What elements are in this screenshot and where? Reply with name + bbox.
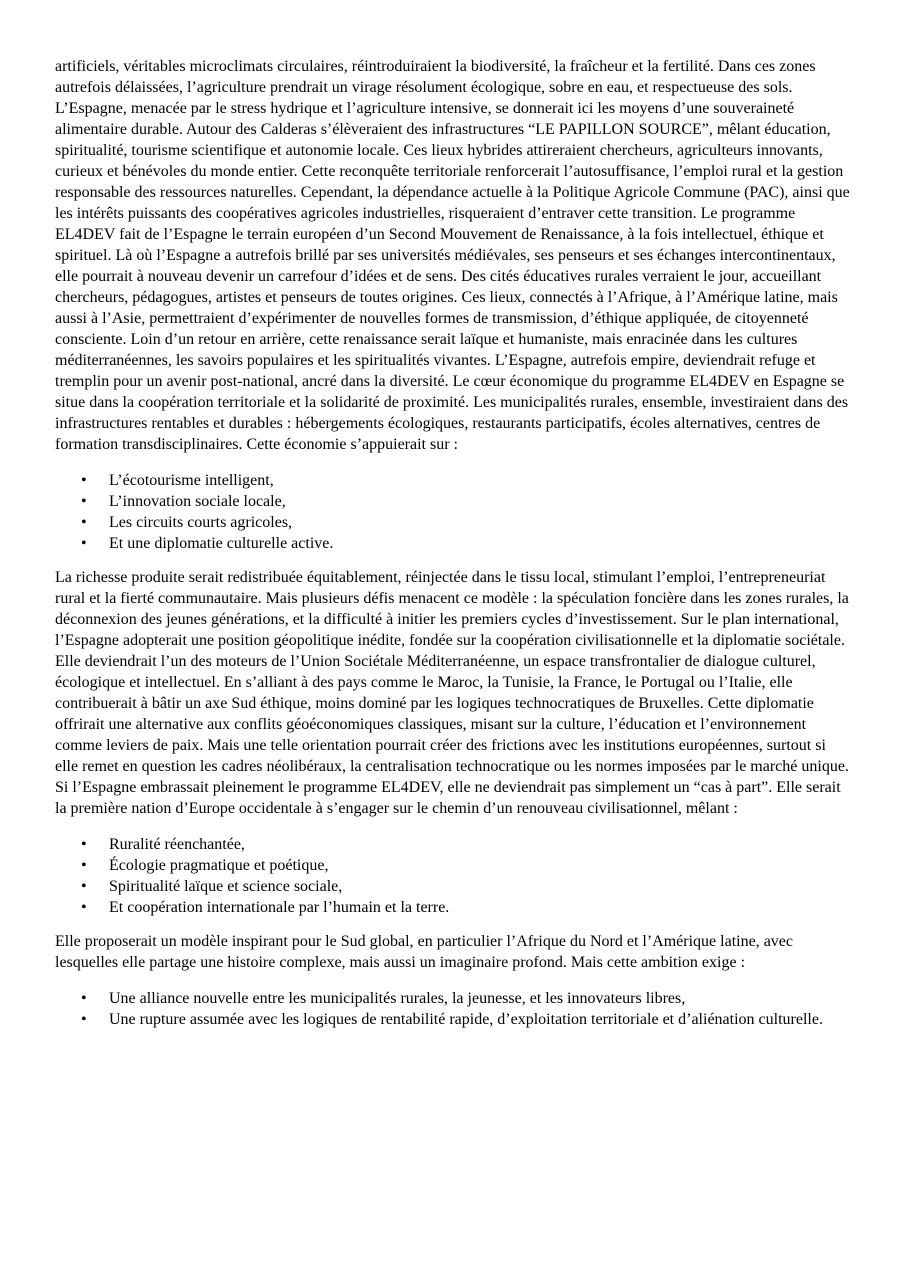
list-item: • Écologie pragmatique et poétique, [109,855,851,876]
spacer [55,819,851,834]
spacer [55,455,851,470]
list-item: • Spiritualité laïque et science sociale, [109,876,851,897]
renewal-components-list [55,834,851,918]
spacer [55,918,851,931]
list-item: • Une alliance nouvelle entre les municipalités rurales, la jeunesse, et les innovateurs libres, [109,988,851,1009]
paragraph-diplomacy: La richesse produite serait redistribuée équitablement, réinjectée dans le tissu local, stimulant l’emploi, l’entrepreneuriat rural et la fierté communautaire. Mais plusieurs défis menacent ce modèle : la spéculation foncière dans les zones rurales, la déconnexion des jeunes générations, et la difficulté à initier les premiers cycles d’investissement. Sur le plan international, l’Espagne adopterait une position géopolitique inédite, fondée sur la coopération civilisationnelle et la diplomatie sociétale. Elle deviendrait l’un des moteurs de l’Union Sociétale Méditerranéenne, un espace transfrontalier de dialogue culturel, écologique et intellectuel. En s’alliant à des pays comme le Maroc, la Tunisie, la France, le Portugal ou l’Italie, elle contribuerait à bâtir un axe Sud éthique, moins dominé par les logiques technocratiques de Bruxelles. Cette diplomatie offrirait une alternative aux conflits géoéconomiques classiques, misant sur la culture, l’éducation et l’environnement comme leviers de paix. Mais une telle orientation pourrait créer des frictions avec les institutions européennes, surtout si elle remet en question les cadres néolibéraux, la centralisation technocratique ou les normes imposées par le marché unique. Si l’Espagne embrassait pleinement le programme EL4DEV, elle ne deviendrait pas simplement un “cas à part”. Elle serait la première nation d’Europe occidentale à s’engager sur le chemin d’un renouveau civilisationnel, mêlant : [55,569,849,817]
economy-pillars-list [55,470,851,554]
spacer [55,973,851,988]
list-item: • Une rupture assumée avec les logiques de rentabilité rapide, d’exploitation territoriale et d’aliénation culturelle. [109,1009,851,1030]
list-item: • L’innovation sociale locale, [109,491,851,512]
requirements-list [55,988,851,1030]
list-item: • Ruralité réenchantée, [109,834,851,855]
list-item: • Et une diplomatie culturelle active. [109,533,851,554]
document-page [55,56,851,1030]
spacer [55,554,851,567]
paragraph-renaissance: artificiels, véritables microclimats circulaires, réintroduiraient la biodiversité, la fraîcheur et la fertilité. Dans ces zones autrefois délaissées, l’agriculture prendrait un virage résolument écologique, sobre en eau, et respectueuse des sols. L’Espagne, menacée par le stress hydrique et l’agriculture intensive, se donnerait ici les moyens d’une souveraineté alimentaire durable. Autour des Calderas s’élèveraient des infrastructures “LE PAPILLON SOURCE”, mêlant éducation, spiritualité, tourisme scientifique et autonomie locale. Ces lieux hybrides attireraient chercheurs, agriculteurs innovants, curieux et bénévoles du monde entier. Cette reconquête territoriale renforcerait l’autosuffisance, l’emploi rural et la gestion responsable des ressources naturelles. Cependant, la dépendance actuelle à la Politique Agricole Commune (PAC), ainsi que les intérêts puissants des coopératives agricoles industrielles, risqueraient d’entraver cette transition. Le programme EL4DEV fait de l’Espagne le terrain européen d’un Second Mouvement de Renaissance, à la fois intellectuel, éthique et spirituel. Là où l’Espagne a autrefois brillé par ses universités médiévales, ses penseurs et ses échanges intercontinentaux, elle pourrait à nouveau devenir un carrefour d’idées et de sens. Des cités éducatives rurales verraient le jour, accueillant chercheurs, pédagogues, artistes et penseurs de toutes origines. Ces lieux, connectés à l’Afrique, à l’Amérique latine, mais aussi à l’Asie, permettraient d’expérimenter de nouvelles formes de transmission, d’éthique appliquée, de citoyenneté consciente. Loin d’un retour en arrière, cette renaissance serait laïque et humaniste, mais enracinée dans les cultures méditerranéennes, les savoirs populaires et les spiritualités vivantes. L’Espagne, autrefois empire, deviendrait refuge et tremplin pour un avenir post-national, ancré dans la diversité. Le cœur économique du programme EL4DEV en Espagne se situe dans la coopération territoriale et la solidarité de proximité. Les municipalités rurales, ensemble, investiraient dans des infrastructures rentables et durables : hébergements écologiques, restaurants participatifs, écoles alternatives, centres de formation transdisciplinaires. Cette économie s’appuierait sur : [55,58,850,453]
paragraph-global-south: Elle proposerait un modèle inspirant pour le Sud global, en particulier l’Afrique du Nord et l’Amérique latine, avec lesquelles elle partage une histoire complexe, mais aussi un imaginaire profond. Mais cette ambition exige : [55,933,793,971]
list-item: • Les circuits courts agricoles, [109,512,851,533]
list-item: • L’écotourisme intelligent, [109,470,851,491]
list-item: • Et coopération internationale par l’humain et la terre. [109,897,851,918]
